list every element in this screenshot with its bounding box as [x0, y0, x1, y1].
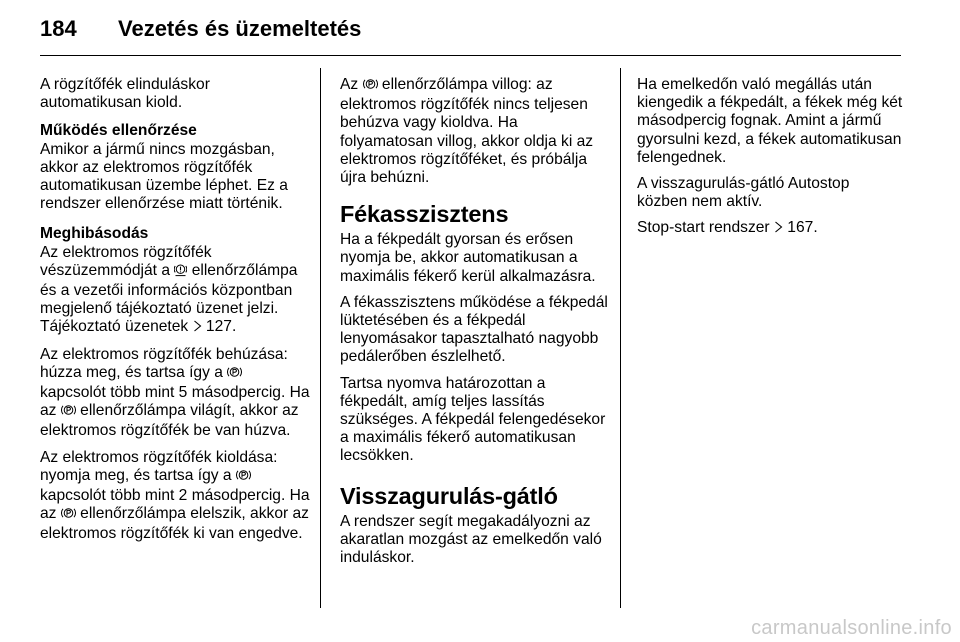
column-1: [40, 76, 312, 552]
parking-brake-warning-icon: [227, 365, 242, 384]
paragraph: A fékasszisztens működése a fékpedál lüktetésében és a fékpedál lenyomásakor tapasztalható nagyobb pedálerőben észlelhető.: [340, 293, 608, 366]
section-heading-hill-start-assist: Visszagurulás-gátló: [340, 482, 558, 509]
column-divider-2: [620, 68, 621, 608]
page-number: 184: [40, 16, 77, 41]
page-reference-arrow-icon: [774, 220, 783, 238]
page-title: Vezetés és üzemeltetés: [118, 16, 362, 41]
watermark: carmanualsonline.info: [751, 617, 952, 639]
paragraph: Az elektromos rögzítőfék vészüzemmódját a ellenőrzőlámpa és a vezetői információs központban megjelenő tájékoztató üzenet jelzi. Tájékoztató üzenetek 127.: [40, 244, 312, 338]
section-heading-brake-assist: Fékasszisztens: [340, 201, 509, 228]
parking-brake-warning-icon: [61, 403, 76, 422]
parking-brake-warning-icon: [236, 468, 251, 487]
paragraph: A rendszer segít megakadályozni az akaratlan mozgást az emelkedőn való induláskor.: [340, 512, 602, 567]
paragraph: Az ellenőrzőlámpa villog: az elektromos rögzítőfék nincs teljesen behúzva vagy kioldva. Ha folyamatosan villog, akkor oldja ki az elektromos rögzítőféket, és próbálja újra behúzni.: [340, 76, 594, 187]
paragraph: Ha emelkedőn való megállás után kiengedik a fékpedált, a fékek még két másodpercig fognak. Amint a jármű gyorsulni kezd, a fékek automatikusan felengednek.: [637, 76, 903, 166]
brake-service-warning-icon: [174, 263, 187, 282]
parking-brake-warning-icon: [61, 506, 76, 525]
column-3: [637, 76, 903, 247]
paragraph: Tartsa nyomva határozottan a fékpedált, amíg teljes lassítás szükséges. A fékpedál felengedésekor a maximális fékerő automatikusan lecsökken.: [340, 374, 606, 465]
page-reference-arrow-icon: [193, 319, 202, 337]
column-2: [340, 76, 612, 575]
paragraph: Amikor a jármű nincs mozgásban, akkor az elektromos rögzítőfék automatikusan üzembe léphet. Ez a rendszer ellenőrzése miatt történik.: [40, 140, 288, 213]
paragraph: Az elektromos rögzítőfék kioldása: nyomja meg, és tartsa így a kapcsolót több mint 2 másodpercig. Ha az ellenőrzőlámpa elelszik, akkor az elektromos rögzítőfék ki van engedve.: [40, 448, 310, 543]
subheading-function-check: Működés ellenőrzése: [40, 122, 197, 140]
subheading-fault: Meghibásodás: [40, 225, 149, 243]
paragraph: Ha a fékpedált gyorsan és erősen nyomja be, akkor automatikusan a maximális fékerő kerül alkalmazásra.: [340, 231, 596, 285]
paragraph: Az elektromos rögzítőfék behúzása: húzza meg, és tartsa így a kapcsolót több mint 5 másodpercig. Ha az ellenőrzőlámpa világít, akkor az elektromos rögzítőfék be van húzva.: [40, 345, 310, 440]
header-divider: [40, 55, 901, 56]
paragraph: Stop-start rendszer 167.: [637, 219, 903, 238]
paragraph: A rögzítőfék elinduláskor automatikusan kiold.: [40, 76, 210, 112]
column-divider-1: [320, 68, 321, 608]
parking-brake-warning-icon: [363, 77, 378, 96]
paragraph: A visszagurulás-gátló Autostop közben nem aktív.: [637, 175, 850, 211]
page-header: [40, 14, 361, 44]
